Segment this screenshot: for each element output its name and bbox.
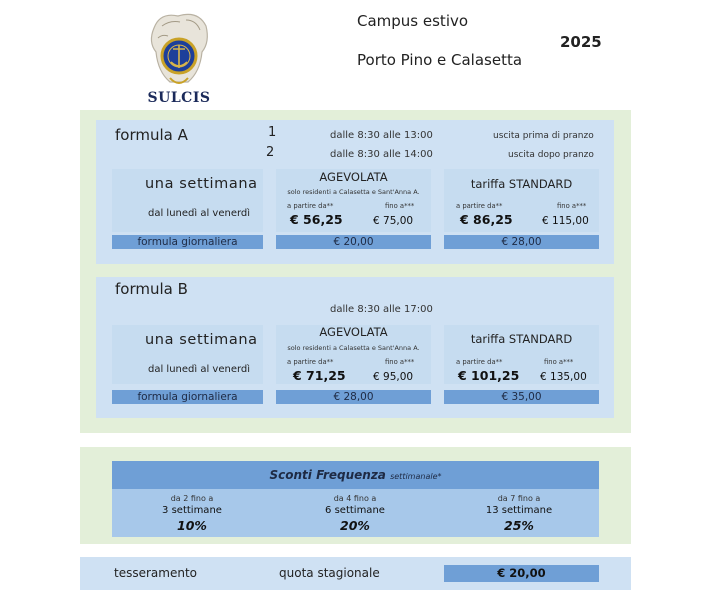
formula-a-agevolata-to-value: € 75,00	[373, 215, 414, 227]
page-title: Campus estivo	[357, 12, 469, 30]
formula-b-standard-to-value: € 135,00	[540, 371, 587, 383]
formula-b-daily-standard: € 35,00	[444, 390, 599, 404]
formula-a-days-label: dal lunedì al venerdì	[148, 208, 251, 219]
formula-a-standard-title: tariffa STANDARD	[470, 177, 573, 191]
formula-a-agevolata-title: AGEVOLATA	[319, 170, 388, 184]
formula-b-standard-to-label: fino a***	[544, 358, 574, 366]
sconti-tier-1	[112, 489, 272, 533]
anchor-emblem-icon	[140, 8, 218, 96]
tesseramento-label: tesseramento	[114, 566, 197, 580]
sconti-tiers	[112, 489, 599, 537]
formula-a-agevolata-to-label: fino a***	[385, 202, 415, 210]
page-subtitle: Porto Pino e Calasetta	[357, 51, 523, 69]
formula-a-option-2-exit: uscita dopo pranzo	[508, 150, 594, 160]
formula-a-daily-standard: € 28,00	[444, 235, 599, 249]
formula-a-daily-label: formula giornaliera	[112, 235, 263, 249]
formula-a-option-2-time: dalle 8:30 alle 14:00	[330, 149, 433, 160]
sconti-tier-2-weeks: 6 settimane	[325, 505, 385, 516]
sconti-tier-2-percent: 20%	[340, 518, 370, 533]
sconti-tier-3-from: da 7 fino a	[497, 494, 541, 503]
sconti-header	[112, 461, 599, 489]
formula-a-title: formula A	[115, 126, 188, 144]
sconti-tier-2	[275, 489, 435, 533]
sconti-title: Sconti Frequenza	[269, 468, 386, 482]
tesseramento-quota-label: quota stagionale	[279, 566, 380, 580]
sconti-tier-3-weeks: 13 settimane	[485, 505, 553, 516]
logo-text: SULCIS	[147, 90, 211, 106]
formula-b-time: dalle 8:30 alle 17:00	[330, 304, 433, 315]
formula-b-daily-label: formula giornaliera	[112, 390, 263, 404]
formula-b-standard-title: tariffa STANDARD	[470, 332, 573, 346]
formula-b-agevolata-note: solo residenti a Calasetta e Sant'Anna A.	[287, 344, 420, 352]
sconti-tier-2-from: da 4 fino a	[333, 494, 377, 503]
sconti-tier-1-weeks: 3 settimane	[162, 505, 222, 516]
formula-a-daily-agevolata: € 20,00	[276, 235, 431, 249]
formula-a-standard-to-label: fino a***	[557, 202, 587, 210]
formula-b-standard-from-value: € 101,25	[458, 368, 520, 383]
formula-a-option-1-number: 1	[268, 125, 277, 140]
sconti-tier-1-percent: 10%	[177, 518, 207, 533]
formula-b-week-label: una settimana	[145, 332, 258, 348]
formula-b-agevolata-from-label: a partire da**	[287, 358, 334, 366]
formula-b-daily-agevolata: € 28,00	[276, 390, 431, 404]
formula-a-week-label: una settimana	[145, 176, 258, 192]
formula-a-standard-to-value: € 115,00	[542, 215, 589, 227]
formula-a-standard-from-label: a partire da**	[456, 202, 503, 210]
formula-b-agevolata-title: AGEVOLATA	[319, 325, 388, 339]
year-label: 2025	[560, 33, 602, 51]
formula-b-title: formula B	[115, 280, 188, 298]
tesseramento-value: € 20,00	[444, 565, 599, 582]
sconti-tier-3-percent: 25%	[504, 518, 534, 533]
formula-b-standard-from-label: a partire da**	[456, 358, 503, 366]
sconti-tier-3	[439, 489, 599, 533]
formula-a-agevolata-note: solo residenti a Calasetta e Sant'Anna A.	[287, 188, 420, 196]
sconti-title-suffix: settimanale*	[390, 472, 442, 481]
formula-b-days-label: dal lunedì al venerdì	[148, 364, 251, 375]
formula-a-standard-from-value: € 86,25	[460, 212, 513, 227]
sconti-tier-1-from: da 2 fino a	[170, 494, 214, 503]
formula-b-agevolata-from-value: € 71,25	[293, 368, 346, 383]
formula-a-option-1-time: dalle 8:30 alle 13:00	[330, 130, 433, 141]
formula-a-agevolata-from-value: € 56,25	[290, 212, 343, 227]
formula-a-agevolata-from-label: a partire da**	[287, 202, 334, 210]
formula-b-agevolata-to-label: fino a***	[385, 358, 415, 366]
formula-b-agevolata-to-value: € 95,00	[373, 371, 414, 383]
formula-a-option-1-exit: uscita prima di pranzo	[493, 131, 594, 141]
formula-a-option-2-number: 2	[266, 145, 275, 160]
